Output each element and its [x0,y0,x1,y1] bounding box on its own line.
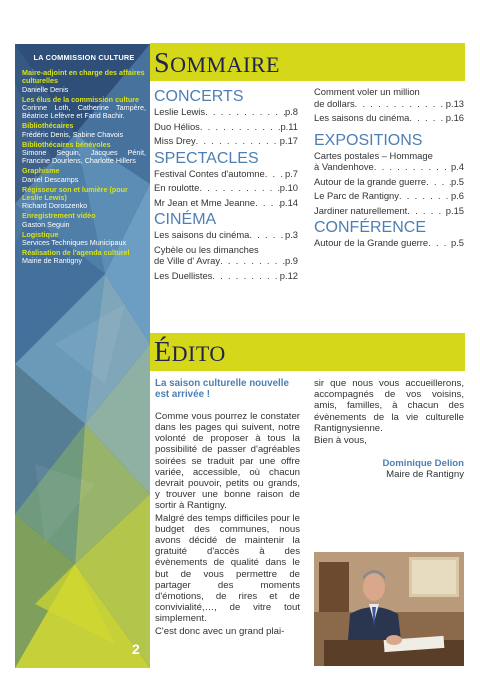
committee-member: Réalisation de l'agenda culturel Mairie de Rantigny [22,248,130,266]
toc-entry[interactable]: Autour de la Grande guerre . . . p.5 [314,237,464,249]
toc-left-column [154,86,298,284]
committee-title: LA COMMISSION CULTURE [33,53,135,62]
toc-entry[interactable]: Festival Contes d'automne . . . p.7 [154,168,298,180]
committee-member: Graphisme Daniel Descamps [22,166,79,184]
toc-heading-conference: CONFÉRENCE [314,219,427,236]
toc-entry[interactable]: Leslie Lewis . . . p.8 [154,106,298,118]
sommaire-title [154,48,280,80]
sommaire-rest: OMMAIRE [170,52,280,77]
toc-entry[interactable]: Le Parc de Rantigny . . . p.6 [314,190,464,202]
committee-member: Les élus de la commission culture Corinne Loth, Catherine Tampère, Béatrice Lefèvre et Farid Bachir. [22,94,146,121]
committee-credits [22,54,146,268]
signature [314,458,464,480]
toc-heading-concerts: CONCERTS [154,88,244,105]
committee-member: Bibliothécaires Frédéric Denis, Sabine Chavois [22,121,124,139]
committee-member: Logistique Services Techniques Municipaux [22,229,127,248]
toc-entry[interactable]: Autour de la grande guerre . . . p.5 [314,176,464,188]
page-number: 2 [132,641,140,657]
committee-member: Bibliothécaires bénévoles Simone Seguin, Jacques Pénit, Francine Dourlens, Charlotte Hillers [22,139,146,166]
toc-entry[interactable]: Les saisons du cinéma . . . p.16 [314,112,464,124]
toc-entry[interactable]: Cartes postales – Hommage à Vandenhove . . . p.4 [314,150,464,173]
toc-entry[interactable]: En roulotte . . . p.10 [154,182,298,194]
toc-entry[interactable]: Duo Hélios . . . p.11 [154,121,298,133]
toc-heading-cinema: CINÉMA [154,211,217,228]
committee-member: Maire-adjoint en charge des affaires culturelles Danielle Denis [22,68,145,94]
committee-member: Enregistrement vidéo Gaston Seguin [22,211,96,229]
edito-paragraph: Malgré des temps difficiles pour le budget des communes, nous avons décidé de maintenir la gratuité d'accès à des évènements de qualité dans le but de vous permettre de partager des moments d'émotions, de rires et de convivialité,…, de vitre tout simplement. [155,512,300,625]
toc-entry[interactable]: Cybèle ou les dimanches de Ville d' Avray . . . p.9 [154,244,298,267]
toc-entry[interactable]: Les Duellistes . . . p.12 [154,270,298,282]
edito-right-column [314,378,464,481]
edito-closing: Bien à vous, [314,435,367,447]
toc-heading-spectacles: SPECTACLES [154,149,259,167]
mayor-photo [314,552,464,666]
edito-lead: La saison culturelle nouvelle est arrivée ! [155,378,289,401]
edito-left-column [155,378,300,638]
toc-entry[interactable]: Mr Jean et Mme Jeanne . . . p.14 [154,197,298,209]
toc-entry[interactable]: Jardiner naturellement . . . p.15 [314,205,464,217]
edito-title [154,337,226,369]
edito-rest: DITO [171,341,226,366]
edito-paragraph: Comme vous pourrez le constater dans les pages qui suivent, notre volonté de proposer à tous la possibilité de passer d'agréables soirées se traduit par une offre variée, accessible, où chacun devrait pouvoir, petits ou grands, y trouver une bonne raison de sortir à Rantigny. [155,410,300,512]
edito-paragraph: C'est donc avec un grand plai- [155,625,285,637]
toc-right-column [314,86,464,252]
edito-initial: É [154,337,172,368]
signature-title: Maire de Rantigny [386,469,464,481]
edito-paragraph: sir que nous vous accueillerons, accompagnés de vos voisins, amis, familles, à chacun des évènements de la vie culturelle Rantignysienne. [314,378,464,434]
toc-entry[interactable]: Miss Drey . . . p.17 [154,135,298,147]
sommaire-initial: S [154,48,171,79]
committee-member: Régisseur son et lumière (pour Leslie Lewis) Richard Doroszenko [22,184,128,211]
toc-entry[interactable]: Comment voler un million de dollars . . . p.13 [314,86,464,109]
toc-entry[interactable]: Les saisons du cinéma . . . p.3 [154,229,298,241]
toc-heading-expositions: EXPOSITIONS [314,131,423,149]
signature-name: Dominique Delion [382,458,464,470]
